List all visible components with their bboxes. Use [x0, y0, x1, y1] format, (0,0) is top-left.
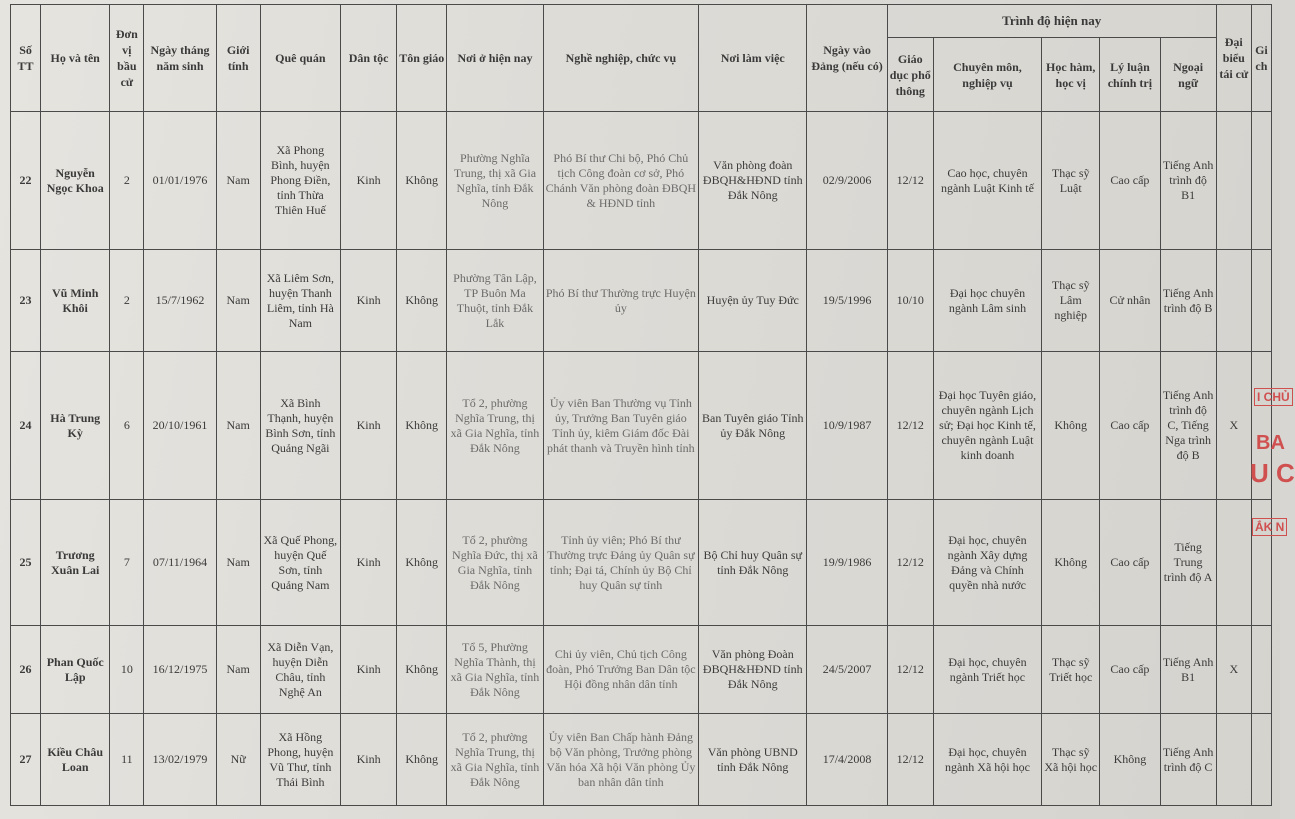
cell-degree: Thạc sỹ Xã hội học — [1042, 714, 1100, 806]
cell-delegate — [1216, 714, 1251, 806]
header-education-group: Trình độ hiện nay — [887, 5, 1216, 38]
cell-hometown: Xã Phong Bình, huyện Phong Điền, tỉnh Thừa Thiên Huế — [260, 112, 340, 250]
cell-stt: 26 — [11, 626, 41, 714]
header-specialty: Chuyên môn, nghiệp vụ — [933, 38, 1041, 112]
cell-religion: Không — [397, 714, 447, 806]
cell-ethnic: Kinh — [340, 626, 396, 714]
cell-degree: Thạc sỹ Triết học — [1042, 626, 1100, 714]
cell-general-edu: 12/12 — [887, 500, 933, 626]
cell-delegate — [1216, 112, 1251, 250]
cell-degree: Thạc sỹ Luật — [1042, 112, 1100, 250]
header-ethnic: Dân tộc — [340, 5, 396, 112]
cell-name: Kiều Châu Loan — [41, 714, 110, 806]
cell-occupation: Chi ủy viên, Chủ tịch Công đoàn, Phó Trưởng Ban Dân tộc Hội đồng nhân dân tỉnh — [543, 626, 698, 714]
cell-hometown: Xã Hồng Phong, huyện Vũ Thư, tỉnh Thái Bình — [260, 714, 340, 806]
cell-general-edu: 12/12 — [887, 714, 933, 806]
cell-party-date: 17/4/2008 — [807, 714, 887, 806]
cell-dob: 15/7/1962 — [144, 250, 216, 352]
cell-unit: 2 — [110, 112, 144, 250]
cell-workplace: Văn phòng đoàn ĐBQH&HĐND tỉnh Đắk Nông — [699, 112, 807, 250]
cell-note — [1251, 112, 1271, 250]
cell-stt: 24 — [11, 352, 41, 500]
cell-note — [1251, 714, 1271, 806]
cell-residence: Tổ 2, phường Nghĩa Trung, thị xã Gia Nghĩa, tỉnh Đắk Nông — [447, 714, 543, 806]
cell-note — [1251, 626, 1271, 714]
cell-religion: Không — [397, 112, 447, 250]
header-political: Lý luận chính trị — [1100, 38, 1160, 112]
cell-note — [1251, 250, 1271, 352]
cell-religion: Không — [397, 626, 447, 714]
cell-specialty: Đại học chuyên ngành Lâm sinh — [933, 250, 1041, 352]
header-residence: Nơi ở hiện nay — [447, 5, 543, 112]
header-stt: Số TT — [11, 5, 41, 112]
cell-ethnic: Kinh — [340, 352, 396, 500]
cell-specialty: Đại học Tuyên giáo, chuyên ngành Lịch sử; Đại học Kinh tế, chuyên ngành Luật kinh doanh — [933, 352, 1041, 500]
cell-general-edu: 10/10 — [887, 250, 933, 352]
cell-dob: 16/12/1975 — [144, 626, 216, 714]
header-religion: Tôn giáo — [397, 5, 447, 112]
cell-dob: 07/11/1964 — [144, 500, 216, 626]
cell-unit: 10 — [110, 626, 144, 714]
header-note: Gi ch — [1251, 5, 1271, 112]
cell-delegate: X — [1216, 352, 1251, 500]
cell-language: Tiếng Anh trình độ C, Tiếng Nga trình độ B — [1160, 352, 1216, 500]
cell-delegate: X — [1216, 626, 1251, 714]
cell-political: Cao cấp — [1100, 112, 1160, 250]
cell-degree: Thạc sỹ Lâm nghiệp — [1042, 250, 1100, 352]
cell-dob: 20/10/1961 — [144, 352, 216, 500]
cell-general-edu: 12/12 — [887, 626, 933, 714]
candidate-table — [10, 4, 1272, 806]
header-hometown: Quê quán — [260, 5, 340, 112]
cell-religion: Không — [397, 250, 447, 352]
header-degree: Học hàm, học vị — [1042, 38, 1100, 112]
header-gender: Giới tính — [216, 5, 260, 112]
cell-delegate — [1216, 250, 1251, 352]
cell-gender: Nam — [216, 352, 260, 500]
header-occupation: Nghề nghiệp, chức vụ — [543, 5, 698, 112]
cell-political: Cao cấp — [1100, 626, 1160, 714]
table-row — [11, 352, 1272, 500]
header-workplace: Nơi làm việc — [699, 5, 807, 112]
cell-language: Tiếng Anh trình độ B — [1160, 250, 1216, 352]
cell-hometown: Xã Bình Thạnh, huyện Bình Sơn, tỉnh Quảng Ngãi — [260, 352, 340, 500]
cell-religion: Không — [397, 500, 447, 626]
cell-residence: Phường Nghĩa Trung, thị xã Gia Nghĩa, tỉnh Đắk Nông — [447, 112, 543, 250]
table-row — [11, 626, 1272, 714]
cell-occupation: Tỉnh ủy viên; Phó Bí thư Thường trực Đảng ủy Quân sự tỉnh; Đại tá, Chính ủy Bộ Chỉ huy Quân sự tỉnh — [543, 500, 698, 626]
header-general-edu: Giáo dục phổ thông — [887, 38, 933, 112]
table-body — [11, 112, 1272, 806]
cell-gender: Nam — [216, 500, 260, 626]
cell-occupation: Ủy viên Ban Chấp hành Đảng bộ Văn phòng, Trưởng phòng Văn hóa Xã hội Văn phòng Ủy ban nhân dân tỉnh — [543, 714, 698, 806]
cell-stt: 25 — [11, 500, 41, 626]
cell-political: Cử nhân — [1100, 250, 1160, 352]
cell-dob: 01/01/1976 — [144, 112, 216, 250]
cell-specialty: Cao học, chuyên ngành Luật Kinh tế — [933, 112, 1041, 250]
cell-name: Vũ Minh Khôi — [41, 250, 110, 352]
cell-unit: 2 — [110, 250, 144, 352]
cell-degree: Không — [1042, 352, 1100, 500]
cell-stt: 23 — [11, 250, 41, 352]
cell-party-date: 24/5/2007 — [807, 626, 887, 714]
header-party-date: Ngày vào Đảng (nếu có) — [807, 5, 887, 112]
table-row — [11, 714, 1272, 806]
cell-residence: Tổ 5, Phường Nghĩa Thành, thị xã Gia Nghĩa, tỉnh Đắk Nông — [447, 626, 543, 714]
header-unit: Đơn vị bầu cử — [110, 5, 144, 112]
cell-gender: Nam — [216, 250, 260, 352]
cell-specialty: Đại học, chuyên ngành Triết học — [933, 626, 1041, 714]
cell-residence: Tổ 2, phường Nghĩa Trung, thị xã Gia Nghĩa, tỉnh Đắk Nông — [447, 352, 543, 500]
cell-workplace: Văn phòng UBND tỉnh Đắk Nông — [699, 714, 807, 806]
cell-dob: 13/02/1979 — [144, 714, 216, 806]
cell-gender: Nam — [216, 626, 260, 714]
cell-stt: 27 — [11, 714, 41, 806]
cell-ethnic: Kinh — [340, 250, 396, 352]
cell-language: Tiếng Anh trình độ C — [1160, 714, 1216, 806]
table-row — [11, 112, 1272, 250]
cell-party-date: 19/5/1996 — [807, 250, 887, 352]
cell-name: Hà Trung Kỳ — [41, 352, 110, 500]
cell-degree: Không — [1042, 500, 1100, 626]
table-row — [11, 500, 1272, 626]
cell-workplace: Ban Tuyên giáo Tỉnh ủy Đắk Nông — [699, 352, 807, 500]
red-seal-stamp: I CHỦ BA U C ẮK N — [1250, 390, 1295, 534]
cell-workplace: Văn phòng Đoàn ĐBQH&HĐND tỉnh Đắk Nông — [699, 626, 807, 714]
cell-occupation: Ủy viên Ban Thường vụ Tỉnh ủy, Trưởng Ban Tuyên giáo Tỉnh ủy, kiêm Giám đốc Đài phát thanh và Truyền hình tỉnh — [543, 352, 698, 500]
cell-political: Cao cấp — [1100, 500, 1160, 626]
table-row — [11, 250, 1272, 352]
cell-stt: 22 — [11, 112, 41, 250]
cell-residence: Tổ 2, phường Nghĩa Đức, thị xã Gia Nghĩa, tỉnh Đắk Nông — [447, 500, 543, 626]
cell-name: Trương Xuân Lai — [41, 500, 110, 626]
header-name: Họ và tên — [41, 5, 110, 112]
cell-general-edu: 12/12 — [887, 352, 933, 500]
cell-name: Phan Quốc Lập — [41, 626, 110, 714]
cell-gender: Nam — [216, 112, 260, 250]
header-dob: Ngày tháng năm sinh — [144, 5, 216, 112]
cell-workplace: Bộ Chỉ huy Quân sự tỉnh Đắk Nông — [699, 500, 807, 626]
cell-party-date: 02/9/2006 — [807, 112, 887, 250]
cell-hometown: Xã Liêm Sơn, huyện Thanh Liêm, tỉnh Hà Nam — [260, 250, 340, 352]
cell-language: Tiếng Anh trình độ B1 — [1160, 112, 1216, 250]
cell-hometown: Xã Quế Phong, huyện Quế Sơn, tỉnh Quảng Nam — [260, 500, 340, 626]
cell-delegate — [1216, 500, 1251, 626]
cell-unit: 6 — [110, 352, 144, 500]
cell-ethnic: Kinh — [340, 714, 396, 806]
cell-language: Tiếng Anh B1 — [1160, 626, 1216, 714]
cell-occupation: Phó Bí thư Chi bộ, Phó Chủ tịch Công đoàn cơ sở, Phó Chánh Văn phòng đoàn ĐBQH & HĐND tỉnh — [543, 112, 698, 250]
cell-ethnic: Kinh — [340, 112, 396, 250]
cell-religion: Không — [397, 352, 447, 500]
header-delegate: Đại biểu tái cử — [1216, 5, 1251, 112]
cell-unit: 7 — [110, 500, 144, 626]
cell-specialty: Đại học, chuyên ngành Xã hội học — [933, 714, 1041, 806]
cell-workplace: Huyện ủy Tuy Đức — [699, 250, 807, 352]
cell-political: Cao cấp — [1100, 352, 1160, 500]
cell-general-edu: 12/12 — [887, 112, 933, 250]
cell-language: Tiếng Trung trình độ A — [1160, 500, 1216, 626]
cell-ethnic: Kinh — [340, 500, 396, 626]
cell-residence: Phường Tân Lập, TP Buôn Ma Thuột, tỉnh Đắk Lắk — [447, 250, 543, 352]
cell-hometown: Xã Diễn Vạn, huyện Diễn Châu, tỉnh Nghệ An — [260, 626, 340, 714]
cell-occupation: Phó Bí thư Thường trực Huyện ủy — [543, 250, 698, 352]
table-header — [11, 5, 1272, 112]
cell-party-date: 19/9/1986 — [807, 500, 887, 626]
cell-unit: 11 — [110, 714, 144, 806]
cell-name: Nguyễn Ngọc Khoa — [41, 112, 110, 250]
header-language: Ngoại ngữ — [1160, 38, 1216, 112]
cell-party-date: 10/9/1987 — [807, 352, 887, 500]
cell-gender: Nữ — [216, 714, 260, 806]
cell-political: Không — [1100, 714, 1160, 806]
cell-specialty: Đại học, chuyên ngành Xây dựng Đảng và Chính quyền nhà nước — [933, 500, 1041, 626]
